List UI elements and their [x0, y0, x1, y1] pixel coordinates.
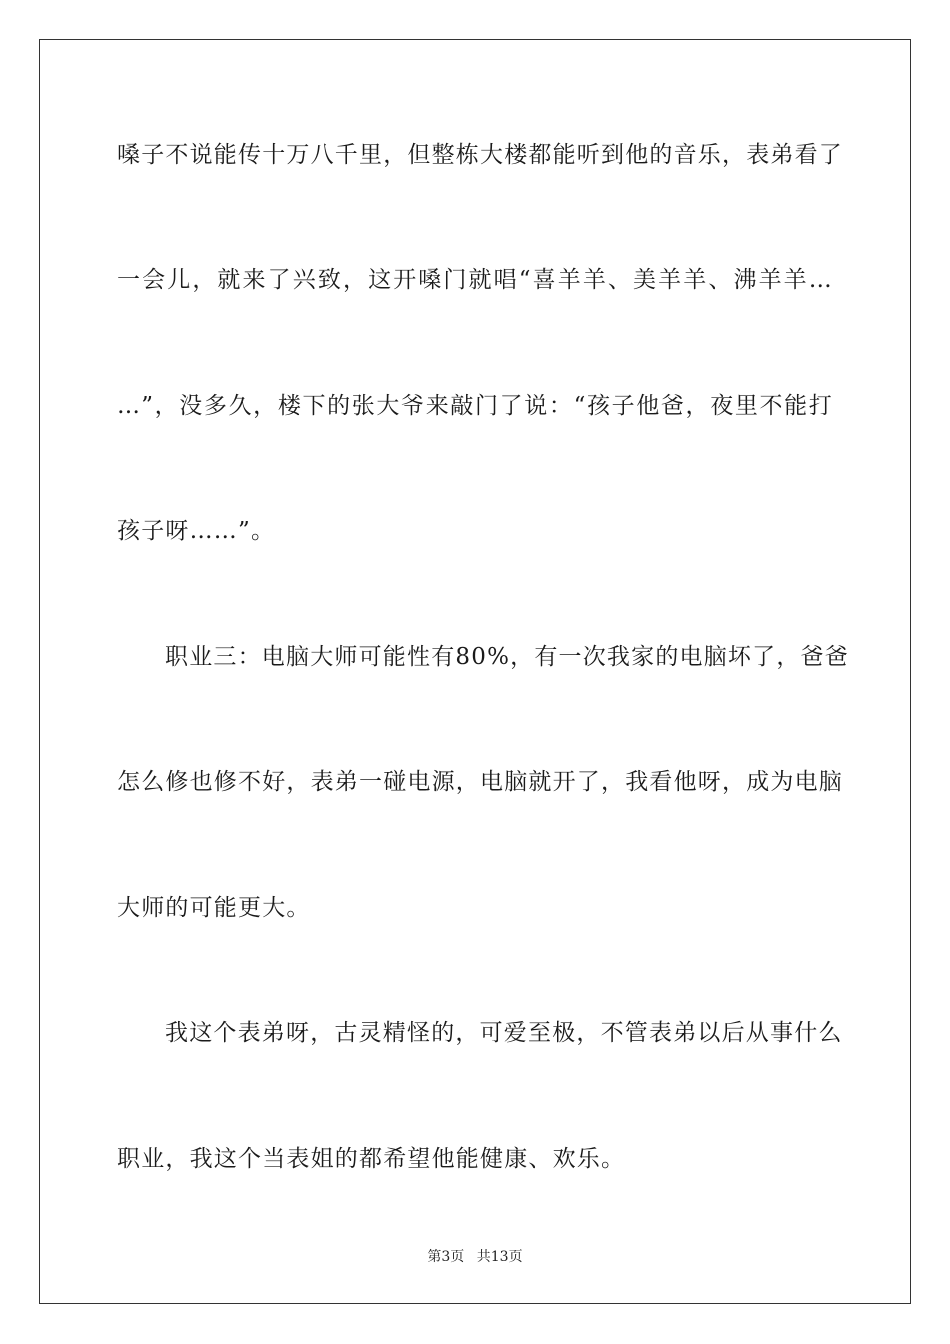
- text-line-4: 孩子呀……”。: [117, 518, 276, 544]
- text-line-2: 一会儿，就来了兴致，这开嗓门就唱“喜羊羊、美羊羊、沸羊羊…: [117, 267, 833, 293]
- page-total: 共13页: [476, 1249, 523, 1265]
- page-footer: [0, 1248, 950, 1266]
- text-line-7: 大师的可能更大。: [117, 895, 311, 921]
- text-line-6: 怎么修也修不好，表弟一碰电源，电脑就开了，我看他呀，成为电脑: [117, 769, 843, 795]
- page-number: 第3页: [427, 1249, 465, 1265]
- text-line-8: 我这个表弟呀，古灵精怪的，可爱至极，不管表弟以后从事什么: [165, 1020, 843, 1046]
- text-line-1: 嗓子不说能传十万八千里，但整栋大楼都能听到他的音乐，表弟看了: [117, 142, 843, 168]
- text-line-5: 职业三：电脑大师可能性有80%，有一次我家的电脑坏了，爸爸: [165, 644, 849, 670]
- text-line-9: 职业，我这个当表姐的都希望他能健康、欢乐。: [117, 1146, 626, 1172]
- text-line-3: …”，没多久，楼下的张大爷来敲门了说：“孩子他爸，夜里不能打: [117, 393, 833, 419]
